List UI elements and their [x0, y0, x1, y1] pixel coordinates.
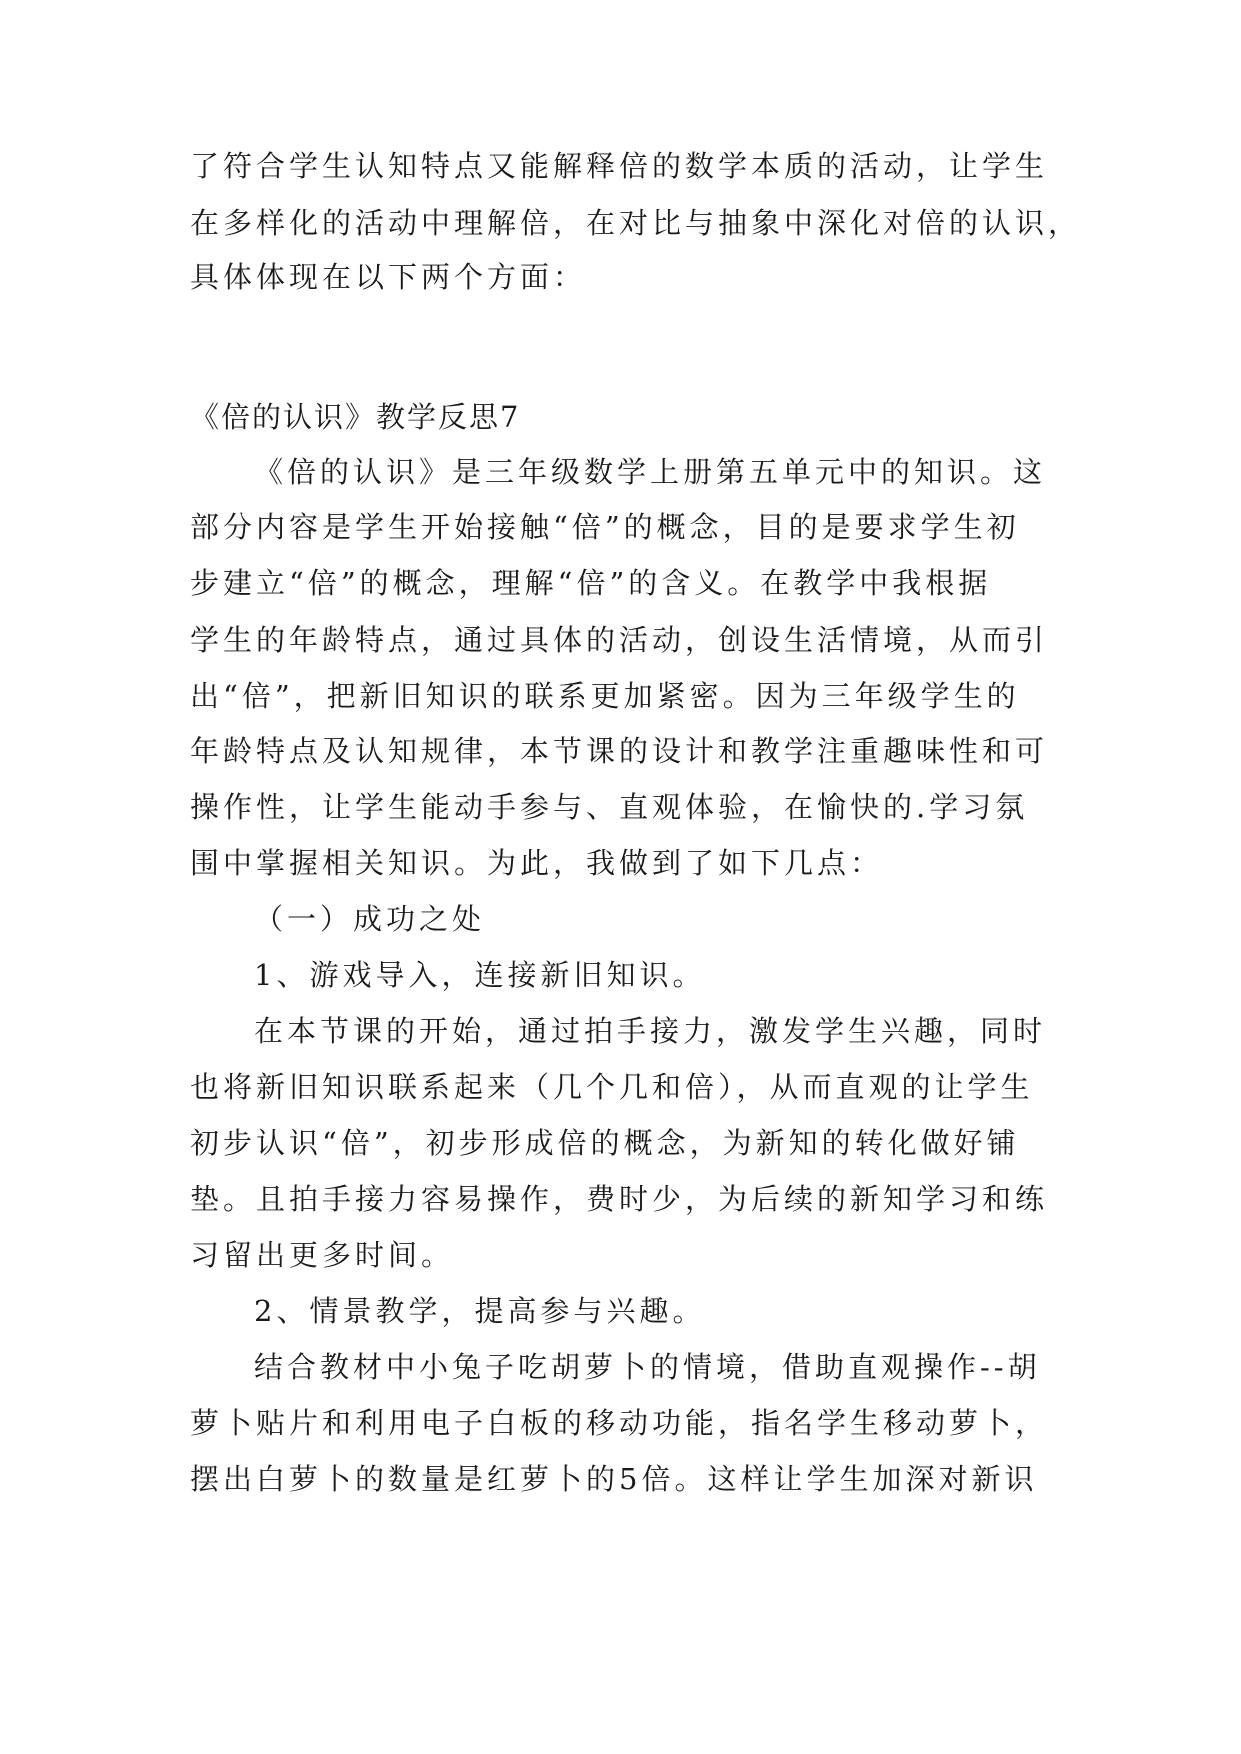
- intro-line-3: 具体体现在以下两个方面：: [190, 260, 587, 294]
- point-1-line-3: 初步认识“倍”，初步形成倍的概念，为新知的转化做好铺: [190, 1126, 1020, 1160]
- intro-line-2: 在多样化的活动中理解倍，在对比与抽象中深化对倍的认识，: [190, 206, 1082, 240]
- point-2-line-3: 摆出白萝卜的数量是红萝卜的5倍。这样让学生加深对新识: [190, 1462, 1038, 1496]
- paragraph-1-line-1: 《倍的认识》是三年级数学上册第五单元中的知识。这: [254, 455, 1047, 489]
- point-2-title: 2、情景教学，提高参与兴趣。: [254, 1294, 706, 1328]
- paragraph-1-line-4: 学生的年龄特点，通过具体的活动，创设生活情境，从而引: [190, 623, 1049, 657]
- section-heading: 《倍的认识》教学反思7: [190, 400, 521, 434]
- point-1-line-4: 垫。且拍手接力容易操作，费时少，为后续的新知学习和练: [190, 1182, 1049, 1216]
- paragraph-1-line-2: 部分内容是学生开始接触“倍”的概念，目的是要求学生初: [190, 510, 1020, 544]
- paragraph-1-line-6: 年龄特点及认知规律，本节课的设计和教学注重趣味性和可: [190, 734, 1049, 768]
- intro-line-1: 了符合学生认知特点又能解释倍的数学本质的活动，让学生: [190, 149, 1049, 183]
- point-2-line-2: 萝卜贴片和利用电子白板的移动功能，指名学生移动萝卜，: [190, 1406, 1049, 1440]
- point-2-line-1: 结合教材中小兔子吃胡萝卜的情境，借助直观操作--胡: [254, 1350, 1041, 1384]
- paragraph-1-line-5: 出“倍”，把新旧知识的联系更加紧密。因为三年级学生的: [190, 679, 1020, 713]
- paragraph-1-line-3: 步建立“倍”的概念，理解“倍”的含义。在教学中我根据: [190, 566, 992, 600]
- point-1-line-2: 也将新旧知识联系起来（几个几和倍），从而直观的让学生: [190, 1070, 1034, 1104]
- subheading-success: （一）成功之处: [254, 902, 486, 936]
- point-1-title: 1、游戏导入，连接新旧知识。: [254, 958, 706, 992]
- paragraph-1-line-8: 围中掌握相关知识。为此，我做到了如下几点：: [190, 846, 884, 880]
- point-1-line-5: 习留出更多时间。: [190, 1238, 455, 1272]
- paragraph-1-line-7: 操作性，让学生能动手参与、直观体验，在愉快的.学习氛: [190, 790, 1029, 824]
- point-1-line-1: 在本节课的开始，通过拍手接力，激发学生兴趣，同时: [254, 1014, 1047, 1048]
